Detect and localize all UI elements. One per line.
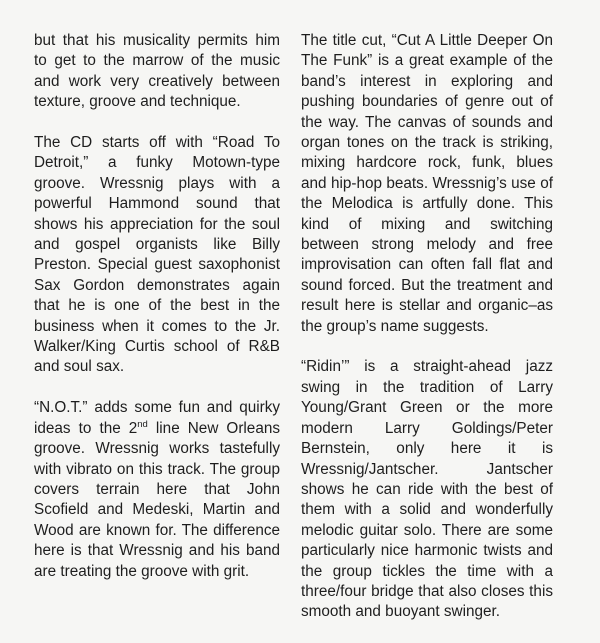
paragraph-not [34,398,280,582]
paragraph-musicality: but that his musicality permits him to get to the marrow of the music and work very creatively between texture, groove and technique. [34,32,280,111]
paragraph-road-to-detroit: The CD starts off with “Road To Detroit,” a funky Motown-type groove. Wressnig plays with a powerful Hammond sound that shows his appreciation for the soul and gospel organists like Billy Preston. Special guest saxophonist Sax Gordon demonstrates again that he is one of the best in the business when it comes to the Jr. Walker/King Curtis school of R&B and soul sax. [34,134,280,376]
right-column [301,31,553,643]
ordinal-superscript: nd [137,418,148,430]
paragraph-not-text-end: line New Orleans groove. Wressnig works tastefully with vibrato on this track. The group covers terrain here that John Scofield and Medeski, Martin and Wood are known for. The difference here is that Wressnig and his band are treating the groove with grit. [34,419,280,580]
paragraph-ridin: “Ridin’” is a straight-ahead jazz swing in the tradition of Larry Young/Grant Green or the more modern Larry Goldings/Peter Bernstein, only here it is Wressnig/Jantscher. Jantscher shows he can ride with the best of them with a solid and wonderfully melodic guitar solo. There are some particularly nice harmonic twists and the group tickles the time with a three/four bridge that also closes this smooth and buoyant swinger. [301,358,553,621]
paragraph-title-cut: The title cut, “Cut A Little Deeper On The Funk” is a great example of the band’s interest in exploring and pushing boundaries of genre out of the way. The canvas of sounds and organ tones on the track is striking, mixing hardcore rock, funk, blues and hip-hop beats. Wressnig’s use of the Melodica is artfully done. This kind of mixing and switching between strong melody and free improvisation can often fall flat and sound forced. But the treatment and result here is stellar and organic–as the group’s name suggests. [301,32,553,335]
left-column [34,31,280,602]
paragraph-not-text-start: “N.O.T.” adds some fun and quirky ideas to the 2 [34,399,280,437]
